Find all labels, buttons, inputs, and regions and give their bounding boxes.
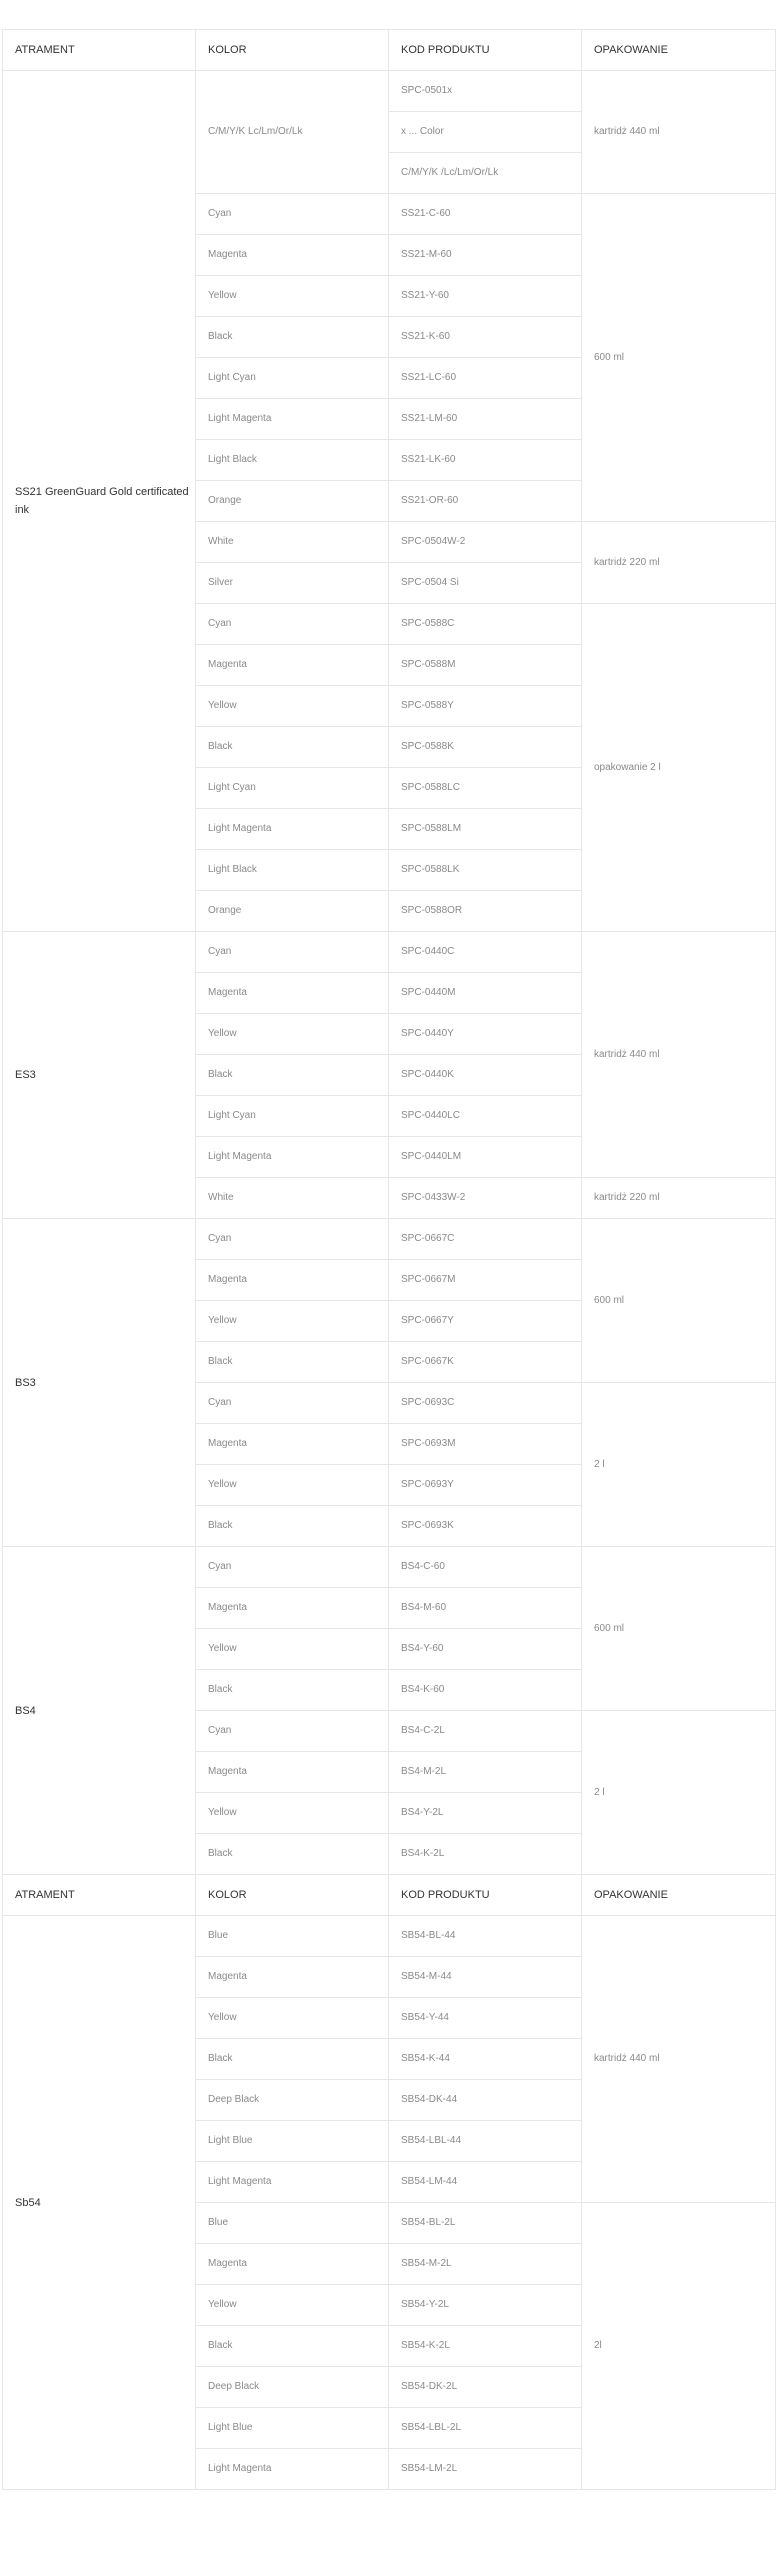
ink-name: BS3 <box>3 1219 196 1547</box>
product-code-cell: SPC-0588OR <box>389 891 582 932</box>
product-code-cell: SPC-0588M <box>389 645 582 686</box>
color-cell: Yellow <box>196 1301 389 1342</box>
table-row <box>3 1547 776 1588</box>
product-code-cell: SB54-DK-44 <box>389 2080 582 2121</box>
product-code-cell: SB54-BL-2L <box>389 2203 582 2244</box>
product-code-cell: SPC-0667M <box>389 1260 582 1301</box>
product-code-cell: SPC-0693K <box>389 1506 582 1547</box>
color-cell: Magenta <box>196 1424 389 1465</box>
table-header-row <box>3 1875 776 1916</box>
product-code-cell: SB54-DK-2L <box>389 2367 582 2408</box>
product-code-cell: SPC-0588K <box>389 727 582 768</box>
color-cell: Yellow <box>196 686 389 727</box>
product-code-cell: SS21-OR-60 <box>389 481 582 522</box>
color-cell: Yellow <box>196 1465 389 1506</box>
color-cell: Light Magenta <box>196 809 389 850</box>
color-cell: Black <box>196 317 389 358</box>
color-cell: Yellow <box>196 1629 389 1670</box>
packaging-cell: 600 ml <box>582 1547 776 1711</box>
product-code-cell: SPC-0693M <box>389 1424 582 1465</box>
product-code-cell: SB54-M-2L <box>389 2244 582 2285</box>
color-cell: Light Cyan <box>196 1096 389 1137</box>
product-code-cell: SB54-K-44 <box>389 2039 582 2080</box>
product-code-cell: BS4-M-60 <box>389 1588 582 1629</box>
color-cell: Deep Black <box>196 2080 389 2121</box>
product-code-cell: SPC-0588LC <box>389 768 582 809</box>
product-code-cell: SPC-0504W-2 <box>389 522 582 563</box>
color-cell: Black <box>196 1055 389 1096</box>
color-cell: Yellow <box>196 1014 389 1055</box>
color-cell: Black <box>196 2326 389 2367</box>
product-code-cell: SPC-0440LC <box>389 1096 582 1137</box>
color-cell: Cyan <box>196 1711 389 1752</box>
packaging-cell: kartridż 440 ml <box>582 71 776 194</box>
product-code-cell: C/M/Y/K /Lc/Lm/Or/Lk <box>389 153 582 194</box>
packaging-cell: kartridż 440 ml <box>582 932 776 1178</box>
ink-name: ES3 <box>3 932 196 1219</box>
color-cell: Cyan <box>196 604 389 645</box>
color-cell: Yellow <box>196 2285 389 2326</box>
packaging-cell: opakowanie 2 l <box>582 604 776 932</box>
product-code-cell: SPC-0693Y <box>389 1465 582 1506</box>
product-code-cell: SB54-LM-44 <box>389 2162 582 2203</box>
color-cell: Black <box>196 1506 389 1547</box>
product-code-cell: SPC-0433W-2 <box>389 1178 582 1219</box>
color-cell: Magenta <box>196 1752 389 1793</box>
product-code-cell: SS21-K-60 <box>389 317 582 358</box>
product-code-cell: SB54-BL-44 <box>389 1916 582 1957</box>
color-cell: Light Blue <box>196 2408 389 2449</box>
color-cell: Magenta <box>196 1957 389 1998</box>
packaging-cell: 600 ml <box>582 1219 776 1383</box>
header-color: KOLOR <box>196 1875 389 1916</box>
color-cell: Black <box>196 727 389 768</box>
header-packaging: OPAKOWANIE <box>582 30 776 71</box>
product-code-cell: SPC-0440M <box>389 973 582 1014</box>
table-row <box>3 1219 776 1260</box>
color-cell: Cyan <box>196 1219 389 1260</box>
header-ink: ATRAMENT <box>3 30 196 71</box>
color-cell: Light Black <box>196 850 389 891</box>
ink-name: BS4 <box>3 1547 196 1875</box>
packaging-cell: 2l <box>582 2203 776 2490</box>
packaging-cell: kartridż 220 ml <box>582 1178 776 1219</box>
product-code-cell: x ... Color <box>389 112 582 153</box>
product-code-cell: SPC-0693C <box>389 1383 582 1424</box>
color-cell: Light Cyan <box>196 768 389 809</box>
header-packaging: OPAKOWANIE <box>582 1875 776 1916</box>
product-code-cell: SPC-0504 Si <box>389 563 582 604</box>
product-code-cell: SS21-LM-60 <box>389 399 582 440</box>
color-cell: Magenta <box>196 1588 389 1629</box>
color-cell: Black <box>196 1670 389 1711</box>
product-code-cell: SS21-Y-60 <box>389 276 582 317</box>
header-color: KOLOR <box>196 30 389 71</box>
color-cell: Magenta <box>196 2244 389 2285</box>
packaging-cell: 2 l <box>582 1383 776 1547</box>
color-cell: Magenta <box>196 645 389 686</box>
product-code-cell: BS4-C-60 <box>389 1547 582 1588</box>
color-cell: Light Blue <box>196 2121 389 2162</box>
color-cell: Black <box>196 2039 389 2080</box>
color-cell: Light Magenta <box>196 1137 389 1178</box>
product-code-cell: SS21-M-60 <box>389 235 582 276</box>
product-code-cell: SPC-0588C <box>389 604 582 645</box>
color-cell: Blue <box>196 1916 389 1957</box>
table-row <box>3 71 776 112</box>
product-code-cell: BS4-Y-60 <box>389 1629 582 1670</box>
product-code-cell: SPC-0501x <box>389 71 582 112</box>
product-code-cell: SB54-LBL-44 <box>389 2121 582 2162</box>
product-code-cell: BS4-K-2L <box>389 1834 582 1875</box>
packaging-cell: 600 ml <box>582 194 776 522</box>
product-code-cell: SB54-K-2L <box>389 2326 582 2367</box>
color-cell: Cyan <box>196 1547 389 1588</box>
product-code-cell: SB54-M-44 <box>389 1957 582 1998</box>
product-code-cell: SPC-0588LK <box>389 850 582 891</box>
product-code-cell: SB54-Y-44 <box>389 1998 582 2039</box>
product-code-cell: SB54-LBL-2L <box>389 2408 582 2449</box>
product-code-cell: SPC-0440K <box>389 1055 582 1096</box>
color-cell: Magenta <box>196 973 389 1014</box>
color-cell: White <box>196 1178 389 1219</box>
product-code-cell: SPC-0440C <box>389 932 582 973</box>
product-code-cell: SPC-0667Y <box>389 1301 582 1342</box>
product-code-cell: SPC-0588LM <box>389 809 582 850</box>
color-cell: Magenta <box>196 1260 389 1301</box>
ink-product-table <box>2 29 776 2490</box>
color-cell: Silver <box>196 563 389 604</box>
color-cell: Blue <box>196 2203 389 2244</box>
color-cell: Orange <box>196 481 389 522</box>
ink-name: Sb54 <box>3 1916 196 2490</box>
color-cell: Cyan <box>196 194 389 235</box>
color-cell: Orange <box>196 891 389 932</box>
color-cell: Yellow <box>196 276 389 317</box>
color-cell: Magenta <box>196 235 389 276</box>
color-cell: Light Magenta <box>196 399 389 440</box>
color-cell: Yellow <box>196 1998 389 2039</box>
color-cell: Black <box>196 1342 389 1383</box>
product-code-cell: BS4-K-60 <box>389 1670 582 1711</box>
table-row <box>3 932 776 973</box>
color-cell: Deep Black <box>196 2367 389 2408</box>
color-cell: Cyan <box>196 1383 389 1424</box>
header-product-code: KOD PRODUKTU <box>389 30 582 71</box>
product-code-cell: BS4-M-2L <box>389 1752 582 1793</box>
product-code-cell: SS21-C-60 <box>389 194 582 235</box>
color-cell: Cyan <box>196 932 389 973</box>
color-cell: White <box>196 522 389 563</box>
packaging-cell: kartridż 220 ml <box>582 522 776 604</box>
ink-name: SS21 GreenGuard Gold certificated ink <box>3 71 196 932</box>
color-cell: Light Magenta <box>196 2162 389 2203</box>
product-code-cell: SPC-0440Y <box>389 1014 582 1055</box>
color-cell: Light Cyan <box>196 358 389 399</box>
color-cell: Yellow <box>196 1793 389 1834</box>
product-code-cell: SB54-Y-2L <box>389 2285 582 2326</box>
header-ink: ATRAMENT <box>3 1875 196 1916</box>
product-code-cell: SPC-0588Y <box>389 686 582 727</box>
packaging-cell: kartridż 440 ml <box>582 1916 776 2203</box>
product-code-cell: SS21-LK-60 <box>389 440 582 481</box>
color-cell: Light Magenta <box>196 2449 389 2490</box>
product-code-cell: BS4-Y-2L <box>389 1793 582 1834</box>
header-product-code: KOD PRODUKTU <box>389 1875 582 1916</box>
color-cell: C/M/Y/K Lc/Lm/Or/Lk <box>196 71 389 194</box>
packaging-cell: 2 l <box>582 1711 776 1875</box>
product-code-cell: BS4-C-2L <box>389 1711 582 1752</box>
color-cell: Light Black <box>196 440 389 481</box>
product-code-cell: SPC-0667K <box>389 1342 582 1383</box>
color-cell: Black <box>196 1834 389 1875</box>
table-header-row <box>3 30 776 71</box>
product-code-cell: SB54-LM-2L <box>389 2449 582 2490</box>
product-code-cell: SPC-0667C <box>389 1219 582 1260</box>
product-code-cell: SPC-0440LM <box>389 1137 582 1178</box>
product-code-cell: SS21-LC-60 <box>389 358 582 399</box>
table-row <box>3 1916 776 1957</box>
